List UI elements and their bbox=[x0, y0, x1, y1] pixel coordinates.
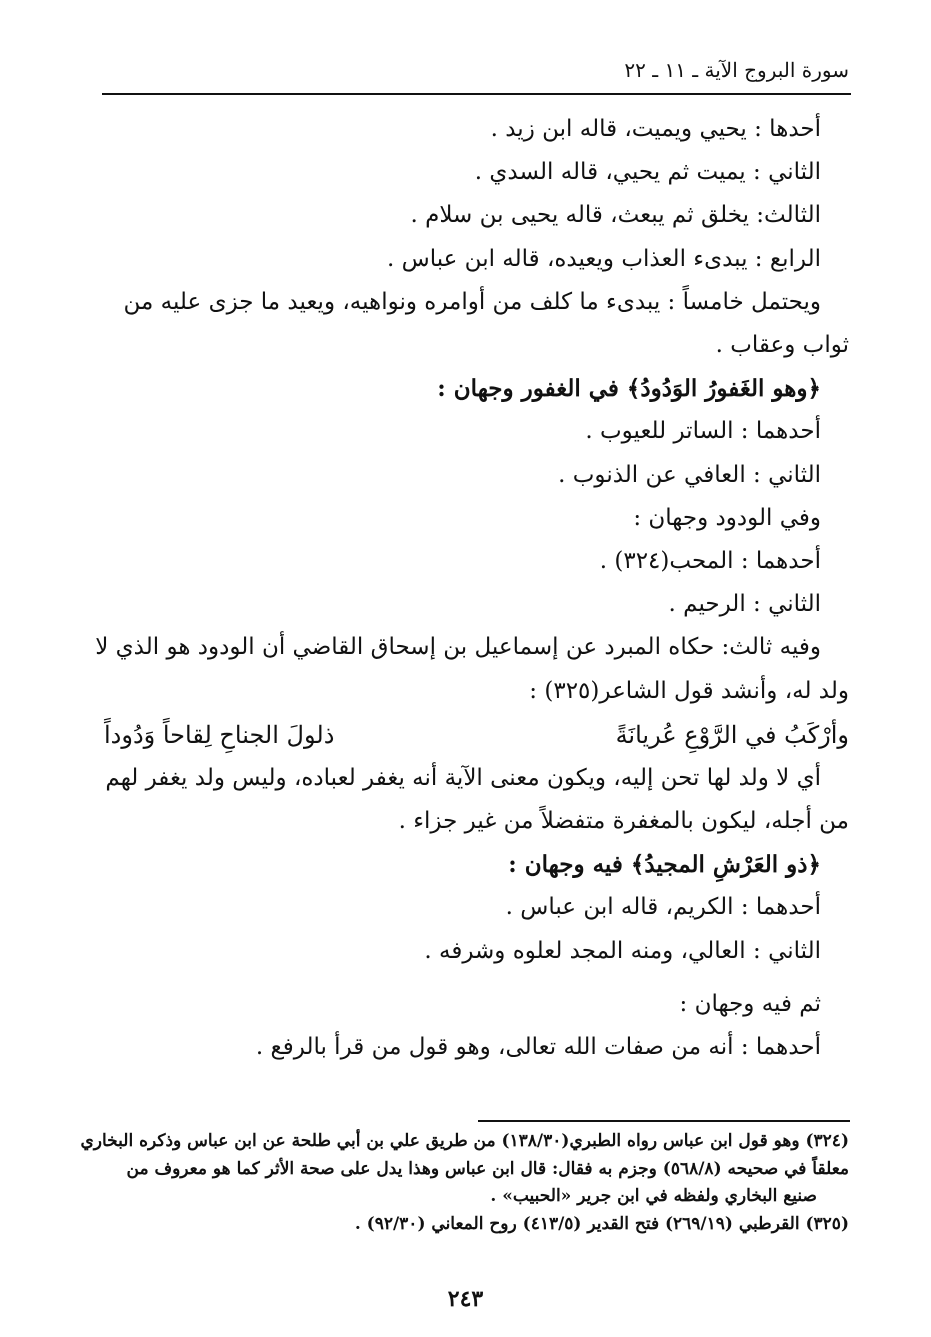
quran-verse-heading: ﴿وهو الغَفورُ الوَدُودُ﴾ في الغفور وجهان : bbox=[437, 375, 821, 403]
text-line: من أجله، ليكون بالمغفرة متفضلاً من غير جزاء . bbox=[398, 808, 849, 835]
verse-second-hemistich: ذلولَ الجناحِ لِقاحاً وَدُوداً bbox=[104, 720, 335, 749]
text-line: الثاني : يميت ثم يحيي، قاله السدي . bbox=[474, 159, 821, 186]
text-line: أي لا ولد لها تحن إليه، ويكون معنى الآية أنه يغفر لعباده، وليس ولد يغفر لهم bbox=[105, 764, 821, 791]
text-line: أحدهما : المحب(٣٢٤) . bbox=[599, 548, 821, 575]
footnote-line: معلقاً في صحيحه (٥٦٨/٨) وجزم به فقال: قال ابن عباس وهذا يدل على صحة الأثر كما هو معروف من bbox=[126, 1158, 849, 1179]
text-line: أحدهما : الكريم، قاله ابن عباس . bbox=[505, 894, 821, 921]
footnote-line: (٣٢٥) القرطبي (٢٦٩/١٩) فتح القدير (٤١٣/٥) روح المعاني (٩٢/٣٠) . bbox=[354, 1213, 849, 1234]
page-number: ٢٤٣ bbox=[447, 1286, 484, 1312]
text-line: ثم فيه وجهان : bbox=[679, 990, 821, 1017]
spacer bbox=[104, 973, 849, 983]
text-line: ثواب وعقاب . bbox=[715, 332, 849, 359]
footnote-line: (٣٢٤) وهو قول ابن عباس رواه الطبري(١٣٨/٣٠) من طريق علي بن أبي طلحة عن ابن عباس وذكره البخاري bbox=[80, 1131, 849, 1151]
text-line: ويحتمل خامساً : يبدىء ما كلف من أوامره ونواهيه، ويعيد ما جزى عليه من bbox=[123, 288, 821, 315]
text-line: الثاني : العالي، ومنه المجد لعلوه وشرفه . bbox=[424, 937, 821, 964]
text-line: الثالث: يخلق ثم يبعث، قاله يحيى بن سلام . bbox=[410, 202, 821, 229]
verse-first-hemistich: وأرْكَبُ في الرَّوْعِ عُريانَةً bbox=[615, 720, 849, 749]
text-line: أحدهما : الساتر للعيوب . bbox=[585, 418, 821, 445]
footnote-rule bbox=[478, 1120, 850, 1122]
text-line: أحدهما : أنه من صفات الله تعالى، وهو قول من قرأ بالرفع . bbox=[255, 1034, 821, 1061]
main-text bbox=[95, 108, 849, 1069]
poetry-verse bbox=[104, 713, 849, 757]
text-line: الثاني : الرحيم . bbox=[668, 591, 821, 618]
text-line: وفيه ثالث: حكاه المبرد عن إسماعيل بن إسحاق القاضي أن الودود هو الذي لا bbox=[95, 634, 821, 661]
text-line: ولد له، وأنشد قول الشاعر(٣٢٥) : bbox=[529, 677, 849, 704]
running-header bbox=[104, 58, 849, 92]
footnotes bbox=[80, 1128, 849, 1238]
header-rule bbox=[102, 93, 851, 95]
text-line: الرابع : يبدىء العذاب ويعيده، قاله ابن عباس . bbox=[387, 245, 821, 272]
text-line: وفي الودود وجهان : bbox=[633, 504, 821, 531]
quran-verse-heading: ﴿ذو العَرْشِ المجيدُ﴾ فيه وجهان : bbox=[508, 851, 821, 879]
text-line: أحدها : يحيي ويميت، قاله ابن زيد . bbox=[490, 116, 821, 142]
footnote-line: صنيع البخاري ولفظه في ابن جرير «الحبيب» . bbox=[490, 1186, 817, 1206]
running-title: سورة البروج الآية ـ ١١ ـ ٢٢ bbox=[624, 58, 849, 82]
text-line: الثاني : العافي عن الذنوب . bbox=[558, 461, 821, 488]
